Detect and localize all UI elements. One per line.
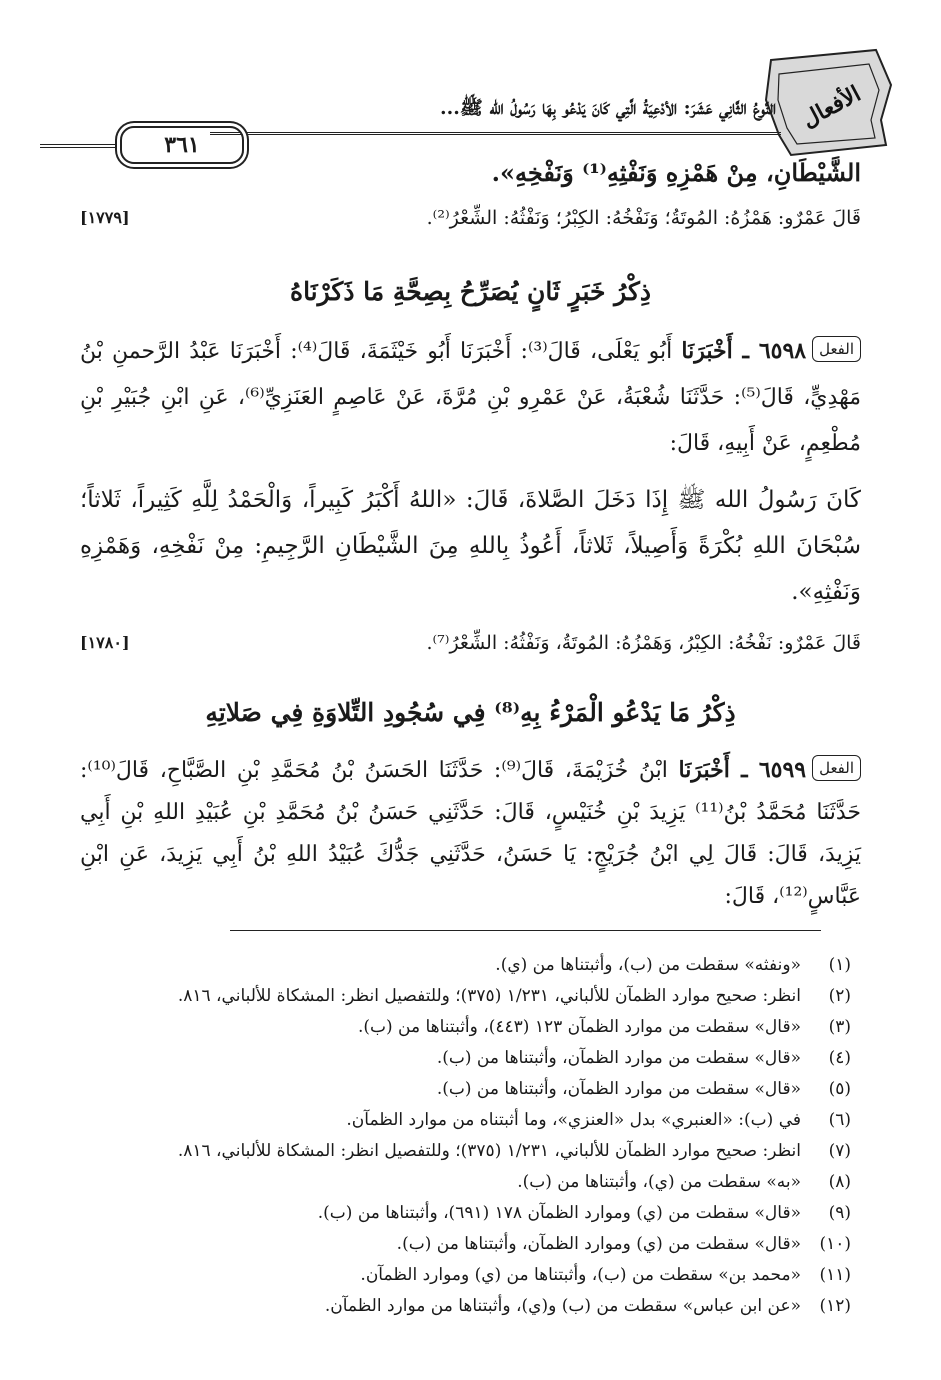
hadith-ref: [١٧٨٠] (80, 633, 130, 652)
footnote (80, 1167, 851, 1198)
footnote (80, 1043, 851, 1074)
footnote-text: «قال» سقطت من موارد الظمآن ١٢٣ (٤٤٣)، وأثبتناها من (ب). (357, 1017, 801, 1037)
hadith-number: ٦٥٩٨ ـ أَخْبَرَنَا (681, 338, 807, 364)
footnote (80, 1136, 851, 1167)
page-header (40, 40, 901, 160)
hadith-text: ابْنُ خُزَيْمَةَ، قَالَ⁽⁹⁾: حَدَّثَنَا الحَسَنُ بْنُ مُحَمَّدِ بْنِ الصَّبَّاحِ، قَالَ⁽¹⁰⁾: حَدَّثَنَا مُحَمَّدُ بْنُ⁽¹¹⁾ يَزِيدَ بْنِ خُنَيْسٍ، قَالَ: حَدَّثَنِي حَسَنُ بْنُ مُحَمَّدِ بْنِ عُبَيْدِ اللهِ بْنِ أَبِي يَزِيدَ، قَالَ: قَالَ لِي ابْنُ جُرَيْجٍ: يَا حَسَنُ، حَدَّثَنِي جَدُّكَ عُبَيْدُ اللهِ بْنُ أَبِي يَزِيدَ، عَنِ ابْنِ عَبَّاسٍ⁽¹²⁾، قَالَ: (80, 758, 861, 909)
hadith-ref: [١٧٧٩] (80, 208, 130, 227)
page-number: ٣٦١ (120, 126, 244, 164)
running-title: النَّوعُ الثَّانِي عَشَرَ: الأدْعِيَةُ الَّتِي كَانَ يَدْعُو بِهَا رَسُولُ الله ﷺ... (440, 97, 776, 119)
section-heading: ذِكْرُ مَا يَدْعُو الْمَرْءُ بِهِ⁽⁸⁾ فِي سُجُودِ التِّلاوَةِ فِي صَلاتِهِ (205, 698, 736, 727)
footnotes (80, 950, 851, 1322)
commentary-line (80, 625, 861, 661)
footnote-text: «محمد بن» سقطت من (ب)، وأثبتناها من (ي) وموارد الظمآن. (360, 1265, 801, 1285)
hadith-paragraph (80, 749, 861, 918)
footnote-text: «قال» سقطت من (ي) وموارد الظمآن ١٧٨ (٦٩١)، وأثبتناها من (ب). (317, 1203, 801, 1223)
footnote-text: انظر: صحيح موارد الظمآن للألباني، ١/٢٣١ (٣٧٥)؛ وللتفصيل انظر: المشكاة للألباني، ٨١٦. (177, 986, 801, 1006)
footnote-number: (١١) (819, 1265, 851, 1285)
footnote (80, 1074, 851, 1105)
main-text (80, 150, 861, 918)
footnote-number: (٩) (828, 1203, 851, 1223)
footnote-separator (230, 930, 821, 931)
footnote-number: (٣) (828, 1017, 851, 1037)
section-heading: ذِكْرُ خَبَرٍ ثَانٍ يُصَرِّحُ بِصِحَّةِ مَا ذَكَرْنَاهُ (289, 277, 652, 306)
footnote (80, 1012, 851, 1043)
header-rule (210, 132, 781, 135)
footnote-number: (٥) (828, 1079, 851, 1099)
footnote-number: (١٢) (819, 1296, 851, 1316)
verb-tag: الفعل (812, 755, 861, 781)
footnote-number: (١٠) (819, 1234, 851, 1254)
header-rule-left (40, 144, 116, 148)
footnote (80, 1260, 851, 1291)
footnote-text: «قال» سقطت من (ي) وموارد الظمآن، وأثبتناها من (ب). (396, 1234, 801, 1254)
footnote (80, 981, 851, 1012)
footnote-text: انظر: صحيح موارد الظمآن للألباني، ١/٢٣١ (٣٧٥)؛ وللتفصيل انظر: المشكاة للألباني، ٨١٦. (177, 1141, 801, 1161)
footnote (80, 950, 851, 981)
paragraph: الشَّيْطَانِ، مِنْ هَمْزِهِ وَنَفْثِهِ⁽¹⁾ وَنَفْخِهِ». (491, 158, 861, 187)
footnote-text: «قال» سقطت من موارد الظمآن، وأثبتناها من (ب). (436, 1079, 801, 1099)
hadith-matn: كَانَ رَسُولُ الله ﷺ إِذَا دَخَلَ الصَّلاةَ، قَالَ: «اللهُ أَكْبَرُ كَبِيراً، وَالْحَمْدُ لِلَّهِ كَثِيراً، ثَلاثاً؛ سُبْحَانَ اللهِ بُكْرَةً وَأَصِيلاً، ثَلاثاً، أَعُوذُ بِاللهِ مِنَ الشَّيْطَانِ الرَّجِيمِ: مِنْ نَفْخِهِ، وَهَمْزِهِ وَنَفْثِهِ». (80, 487, 861, 605)
footnote-text: «قال» سقطت من موارد الظمآن، وأثبتناها من (ب). (436, 1048, 801, 1068)
footnote-number: (٤) (828, 1048, 851, 1068)
footnote-text: في (ب): «العنبري» بدل «العنزي»، وما أثبتناه من موارد الظمآن. (346, 1110, 801, 1130)
footnote-text: «به» سقطت من (ي)، وأثبتناها من (ب). (517, 1172, 801, 1192)
commentary-text: قَالَ عَمْرٌو: هَمْزُهُ: المُوتَةُ؛ وَنَفْخُهُ: الكِبْرُ؛ وَنَفْثُهُ: الشِّعْرُ⁽²⁾. (426, 207, 861, 229)
badge-label: الأفعال (797, 80, 866, 134)
verb-tag: الفعل (812, 336, 861, 362)
commentary-line (80, 200, 861, 236)
footnote-number: (٨) (828, 1172, 851, 1192)
footnote (80, 1229, 851, 1260)
commentary-text: قَالَ عَمْرٌو: نَفْخُهُ: الكِبْرُ، وَهَمْزُهُ: المُوتَةُ، وَنَفْثُهُ: الشِّعْرُ⁽⁷⁾. (426, 632, 861, 654)
footnote-number: (٦) (828, 1110, 851, 1130)
hadith-paragraph (80, 328, 861, 467)
footnote-text: «ونفثه» سقطت من (ب)، وأثبتناها من (ي). (495, 955, 801, 975)
footnote-number: (٢) (828, 986, 851, 1006)
footnote-text: «عن ابن عباس» سقطت من (ب) و(ي)، وأثبتناها من موارد الظمآن. (324, 1296, 801, 1316)
footnote-number: (٧) (828, 1141, 851, 1161)
footnote (80, 1291, 851, 1322)
hadith-number: ٦٥٩٩ ـ أَخْبَرَنَا (678, 757, 807, 783)
footnote-number: (١) (828, 955, 851, 975)
footnote (80, 1105, 851, 1136)
footnote (80, 1198, 851, 1229)
hadith-text: أَبُو يَعْلَى، قَالَ⁽³⁾: أَخْبَرَنَا أَبُو خَيْثَمَةَ، قَالَ⁽⁴⁾: أَخْبَرَنَا عَبْدُ الرَّحمنِ بْنُ مَهْدِيٍّ، قَالَ⁽⁵⁾: حَدَّثَنَا شُعْبَةُ، عَنْ عَمْرِو بْنِ مُرَّةَ، عَنْ عَاصِمٍ العَنَزِيِّ⁽⁶⁾، عَنِ ابْنِ جُبَيْرِ بْنِ مُطْعِمٍ، عَنْ أَبِيهِ، قَالَ: (80, 339, 861, 456)
